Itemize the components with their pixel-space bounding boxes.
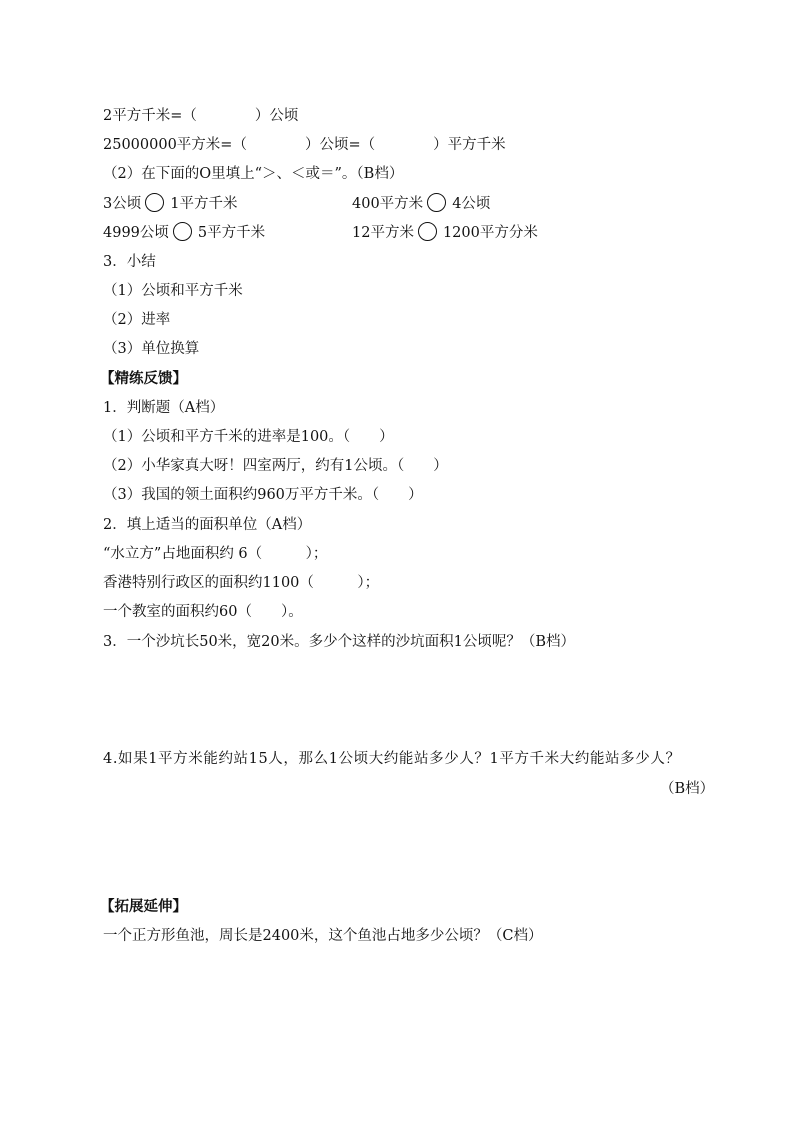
compare-left: 3公顷 1平方千米 (103, 193, 237, 214)
summary-item: （3）单位换算 (103, 341, 200, 357)
exercise-line-2: 25000000平方米=（ ）公顷=（ ）平方千米 (103, 137, 506, 153)
exercise-line-1: 2平方千米=（ ）公顷 (103, 108, 299, 124)
q2-item: 香港特别行政区的面积约1100（ ）； (103, 575, 380, 591)
q4-level: （B档） (660, 781, 715, 797)
q3-question: 3．一个沙坑长50米，宽20米。多少个这样的沙坑面积1公顷呢？（B档） (103, 634, 576, 650)
q2-title: 2．填上适当的面积单位（A档） (103, 517, 312, 533)
compare-left: 4999公顷 5平方千米 (103, 222, 265, 243)
q2-item: “水立方”占地面积约 6（ ）； (103, 546, 328, 562)
extension-question: 一个正方形鱼池，周长是2400米，这个鱼池占地多少公顷？（C档） (103, 928, 543, 944)
summary-item: （2）进率 (103, 312, 171, 328)
compare-row-1 (103, 193, 623, 213)
q1-item: （2）小华家真大呀！四室两厅，约有1公顷。（ ） (103, 458, 448, 474)
q1-title: 1．判断题（A档） (103, 400, 225, 416)
practice-heading: 【精练反馈】 (100, 370, 187, 387)
q1-item: （3）我国的领土面积约960万平方千米。（ ） (103, 487, 423, 503)
compare-circle-blank[interactable] (418, 222, 437, 241)
compare-right: 12平方米 1200平方分米 (352, 222, 538, 243)
extension-heading: 【拓展延伸】 (100, 898, 187, 915)
q2-item: 一个教室的面积约60（ ）。 (103, 604, 303, 620)
compare-right: 400平方米 4公顷 (352, 193, 490, 214)
part2-title: （2）在下面的O里填上“＞、＜或＝”。（B档） (103, 166, 404, 182)
compare-circle-blank[interactable] (427, 193, 446, 212)
summary-title: 3．小结 (103, 254, 156, 270)
q4-question: 4.如果1平方米能约站15人，那么1公顷大约能站多少人？1平方千米大约能站多少人？ (103, 751, 681, 767)
q1-item: （1）公顷和平方千米的进率是100。（ ） (103, 429, 394, 445)
summary-item: （1）公顷和平方千米 (103, 283, 243, 299)
compare-circle-blank[interactable] (145, 193, 164, 212)
compare-circle-blank[interactable] (173, 222, 192, 241)
compare-row-2 (103, 222, 623, 242)
